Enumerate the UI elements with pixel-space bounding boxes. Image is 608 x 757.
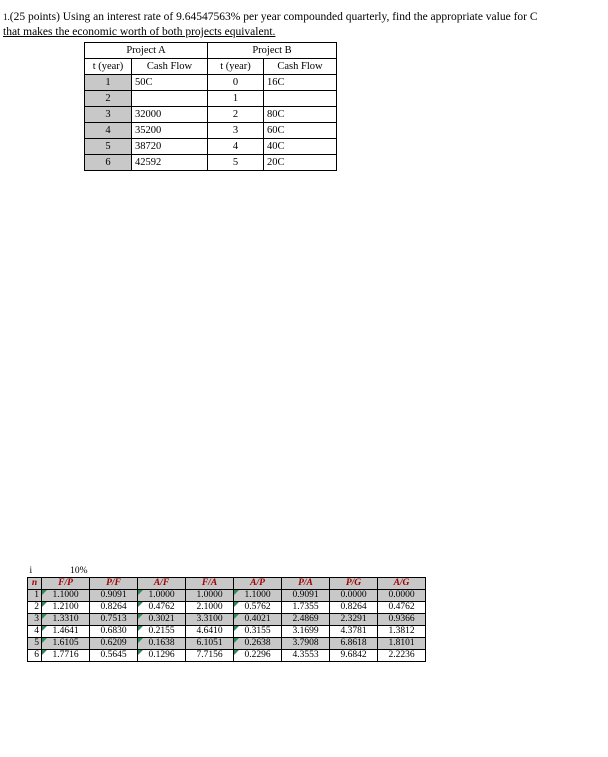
project-b-year: 3 — [208, 123, 264, 139]
cell-marker-icon — [42, 590, 47, 595]
question-text — [3, 10, 603, 40]
interest-table-row — [28, 602, 426, 614]
interest-factor-cell: 3.1699 — [282, 626, 330, 638]
interest-header-cell: F/A — [186, 578, 234, 590]
project-row — [85, 123, 337, 139]
cell-marker-icon — [42, 602, 47, 607]
interest-factor-cell: 0.4021 — [234, 614, 282, 626]
interest-factor-cell: 2.1000 — [186, 602, 234, 614]
interest-table-row — [28, 626, 426, 638]
cell-marker-icon — [234, 650, 239, 655]
interest-rate-value: 10% — [70, 566, 88, 576]
interest-factor-cell: 1.3310 — [42, 614, 90, 626]
interest-period-cell: 6 — [28, 650, 42, 662]
interest-factor-cell: 2.4869 — [282, 614, 330, 626]
project-b-year: 2 — [208, 107, 264, 123]
interest-factor-cell: 0.1296 — [138, 650, 186, 662]
interest-factor-cell: 9.6842 — [330, 650, 378, 662]
cell-marker-icon — [234, 626, 239, 631]
interest-factor-cell: 7.7156 — [186, 650, 234, 662]
interest-factor-cell: 0.7513 — [90, 614, 138, 626]
cell-marker-icon — [138, 626, 143, 631]
interest-factor-cell: 0.0000 — [330, 590, 378, 602]
interest-table-row — [28, 590, 426, 602]
project-a-cash-flow — [132, 91, 208, 107]
interest-period-cell: 2 — [28, 602, 42, 614]
interest-factor-cell: 1.2100 — [42, 602, 90, 614]
interest-factor-cell: 0.2296 — [234, 650, 282, 662]
interest-factor-cell: 2.3291 — [330, 614, 378, 626]
project-header-row — [85, 59, 337, 75]
project-row — [85, 107, 337, 123]
question-number: 1. — [3, 12, 10, 22]
cell-marker-icon — [138, 650, 143, 655]
project-a-cash-flow: 35200 — [132, 123, 208, 139]
interest-rate-label: i — [29, 566, 33, 576]
cell-marker-icon — [42, 626, 47, 631]
interest-header-cell: F/P — [42, 578, 90, 590]
cell-marker-icon — [234, 638, 239, 643]
question-line-2: that makes the economic worth of both projects equivalent. — [3, 26, 276, 38]
project-row — [85, 91, 337, 107]
interest-period-cell: 5 — [28, 638, 42, 650]
project-a-cash-flow: 38720 — [132, 139, 208, 155]
cell-marker-icon — [138, 602, 143, 607]
interest-factor-table — [27, 566, 426, 662]
project-b-title: Project B — [208, 43, 337, 59]
project-title-row — [85, 43, 337, 59]
interest-table-row — [28, 650, 426, 662]
interest-factor-cell: 0.6209 — [90, 638, 138, 650]
interest-factor-cell: 0.3155 — [234, 626, 282, 638]
project-row — [85, 139, 337, 155]
interest-header-cell: n — [28, 578, 42, 590]
interest-factor-cell: 0.8264 — [90, 602, 138, 614]
interest-factor-cell: 0.2638 — [234, 638, 282, 650]
interest-factor-cell: 1.1000 — [42, 590, 90, 602]
interest-factor-cell: 0.5645 — [90, 650, 138, 662]
interest-header-cell: A/G — [378, 578, 426, 590]
interest-header-cell: A/P — [234, 578, 282, 590]
project-b-t-header: t (year) — [208, 59, 264, 75]
project-b-cash-flow: 16C — [264, 75, 337, 91]
project-a-cash-flow: 42592 — [132, 155, 208, 171]
interest-factor-cell: 0.2155 — [138, 626, 186, 638]
project-cash-flow-table — [84, 42, 337, 171]
project-row — [85, 75, 337, 91]
interest-factor-cell: 0.4762 — [378, 602, 426, 614]
interest-factor-cell: 6.8618 — [330, 638, 378, 650]
interest-factor-cell: 3.7908 — [282, 638, 330, 650]
interest-period-cell: 1 — [28, 590, 42, 602]
interest-header-row — [28, 578, 426, 590]
cell-marker-icon — [42, 650, 47, 655]
interest-factor-cell: 0.3021 — [138, 614, 186, 626]
project-b-cf-header: Cash Flow — [264, 59, 337, 75]
project-b-year: 1 — [208, 91, 264, 107]
project-b-cash-flow: 40C — [264, 139, 337, 155]
project-a-cash-flow: 32000 — [132, 107, 208, 123]
project-a-year: 5 — [85, 139, 132, 155]
project-a-title: Project A — [85, 43, 208, 59]
project-b-cash-flow: 80C — [264, 107, 337, 123]
interest-factor-cell: 1.4641 — [42, 626, 90, 638]
interest-factor-cell: 1.6105 — [42, 638, 90, 650]
interest-factor-cell: 1.0000 — [186, 590, 234, 602]
project-a-cf-header: Cash Flow — [132, 59, 208, 75]
project-b-cash-flow — [264, 91, 337, 107]
interest-factor-cell: 0.4762 — [138, 602, 186, 614]
interest-factor-cell: 0.9366 — [378, 614, 426, 626]
project-a-year: 1 — [85, 75, 132, 91]
interest-table-row — [28, 638, 426, 650]
interest-table-row — [28, 614, 426, 626]
interest-factor-cell: 1.3812 — [378, 626, 426, 638]
project-b-year: 0 — [208, 75, 264, 91]
interest-header-cell: A/F — [138, 578, 186, 590]
interest-factor-cell: 0.6830 — [90, 626, 138, 638]
interest-header-cell: P/G — [330, 578, 378, 590]
interest-factor-cell: 0.1638 — [138, 638, 186, 650]
interest-factor-cell: 2.2236 — [378, 650, 426, 662]
interest-factor-cell: 1.0000 — [138, 590, 186, 602]
cell-marker-icon — [234, 590, 239, 595]
cell-marker-icon — [234, 614, 239, 619]
interest-factor-cell: 4.3781 — [330, 626, 378, 638]
cell-marker-icon — [42, 614, 47, 619]
interest-factor-cell: 0.5762 — [234, 602, 282, 614]
interest-factor-cell: 3.3100 — [186, 614, 234, 626]
project-b-year: 5 — [208, 155, 264, 171]
cell-marker-icon — [42, 638, 47, 643]
project-a-year: 6 — [85, 155, 132, 171]
interest-factor-cell: 1.1000 — [234, 590, 282, 602]
interest-factor-cell: 1.7716 — [42, 650, 90, 662]
cell-marker-icon — [138, 638, 143, 643]
interest-factor-cell: 1.7355 — [282, 602, 330, 614]
interest-rate-row — [28, 566, 426, 578]
cell-marker-icon — [234, 602, 239, 607]
interest-header-cell: P/F — [90, 578, 138, 590]
cell-marker-icon — [138, 590, 143, 595]
interest-factor-cell: 4.6410 — [186, 626, 234, 638]
project-a-year: 4 — [85, 123, 132, 139]
interest-period-cell: 4 — [28, 626, 42, 638]
project-a-year: 3 — [85, 107, 132, 123]
interest-factor-cell: 6.1051 — [186, 638, 234, 650]
cell-marker-icon — [138, 614, 143, 619]
project-b-year: 4 — [208, 139, 264, 155]
project-row — [85, 155, 337, 171]
project-b-cash-flow: 20C — [264, 155, 337, 171]
project-a-cash-flow: 50C — [132, 75, 208, 91]
interest-factor-cell: 0.9091 — [90, 590, 138, 602]
project-a-year: 2 — [85, 91, 132, 107]
interest-factor-cell: 0.0000 — [378, 590, 426, 602]
interest-period-cell: 3 — [28, 614, 42, 626]
project-a-t-header: t (year) — [85, 59, 132, 75]
interest-factor-cell: 0.8264 — [330, 602, 378, 614]
project-b-cash-flow: 60C — [264, 123, 337, 139]
interest-header-cell: P/A — [282, 578, 330, 590]
question-line-1: (25 points) Using an interest rate of 9.64547563% per year compounded quarterly, find the appropriate value for C — [9, 11, 538, 23]
interest-factor-cell: 0.9091 — [282, 590, 330, 602]
interest-factor-cell: 1.8101 — [378, 638, 426, 650]
interest-factor-cell: 4.3553 — [282, 650, 330, 662]
